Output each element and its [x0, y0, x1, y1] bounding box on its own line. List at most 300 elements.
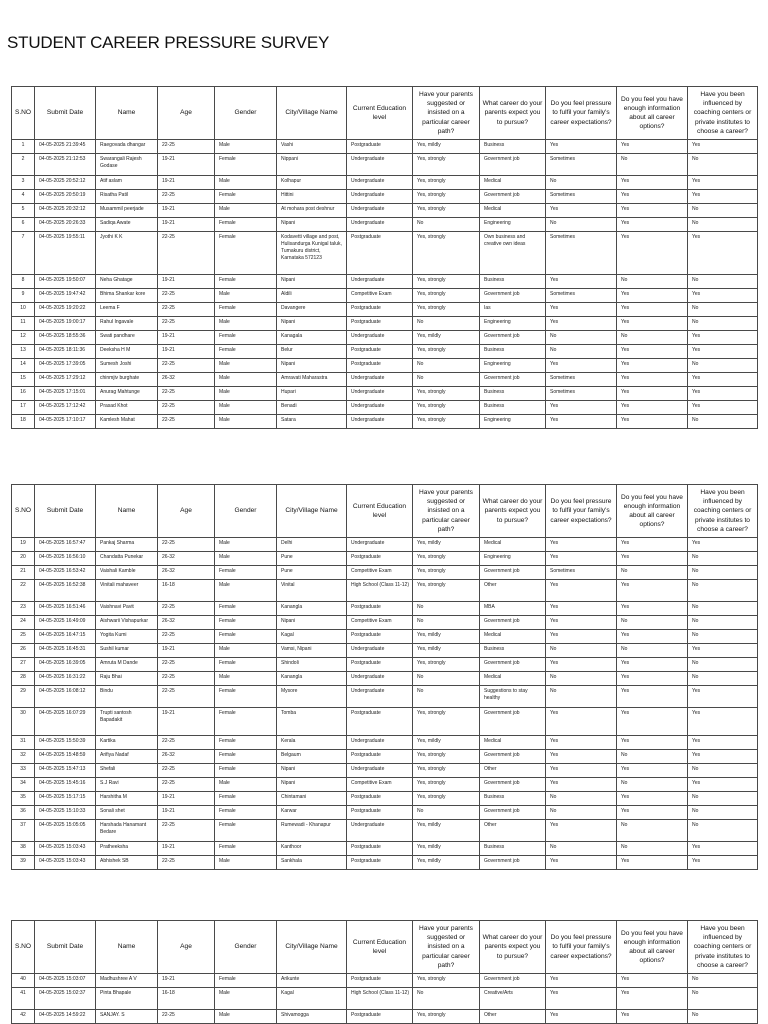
cell-education: Undergraduate: [347, 218, 413, 232]
cell-education: Postgraduate: [347, 345, 413, 359]
cell-parents-insisted: No: [413, 672, 480, 686]
cell-gender: Female: [215, 232, 277, 275]
cell-name: Jyothi K K: [96, 232, 158, 275]
cell-education: Undergraduate: [347, 401, 413, 415]
cell-pressure: Sometimes: [546, 154, 617, 176]
cell-parents-insisted: Yes, strongly: [413, 580, 480, 602]
cell-name: Bhima Shankar kore: [96, 289, 158, 303]
cell-education: Undergraduate: [347, 331, 413, 345]
cell-education: Postgraduate: [347, 630, 413, 644]
cell-pressure: Yes: [546, 1010, 617, 1024]
cell-influenced: No: [688, 359, 758, 373]
cell-city: Arikunte: [277, 974, 347, 988]
cell-city: Mysore: [277, 686, 347, 708]
cell-information: Yes: [617, 538, 688, 552]
cell-submit-date: 04-05-2025 15:45:16: [35, 778, 96, 792]
column-header-information: Do you feel you have enough information about all career options?: [617, 921, 688, 974]
cell-age: 22-25: [158, 820, 215, 842]
cell-parents-insisted: No: [413, 359, 480, 373]
cell-sno: 1: [12, 140, 35, 154]
cell-influenced: Yes: [688, 644, 758, 658]
cell-education: Competitive Exam: [347, 778, 413, 792]
cell-pressure: No: [546, 686, 617, 708]
cell-expected-career: Business: [480, 792, 546, 806]
cell-pressure: No: [546, 218, 617, 232]
table-row: [12, 806, 758, 820]
column-header-expected-career: What career do your parents expect you to pursue?: [480, 485, 546, 538]
cell-city: Nipani: [277, 616, 347, 630]
table-row: [12, 566, 758, 580]
cell-gender: Male: [215, 415, 277, 429]
cell-name: Atif aslam: [96, 176, 158, 190]
cell-submit-date: 04-05-2025 15:17:15: [35, 792, 96, 806]
cell-city: Belur: [277, 345, 347, 359]
cell-expected-career: Engineering: [480, 218, 546, 232]
cell-sno: 40: [12, 974, 35, 988]
cell-information: Yes: [617, 736, 688, 750]
cell-parents-insisted: No: [413, 616, 480, 630]
cell-name: Raegovada dhangar: [96, 140, 158, 154]
cell-submit-date: 04-05-2025 19:55:11: [35, 232, 96, 275]
cell-parents-insisted: Yes, strongly: [413, 415, 480, 429]
cell-expected-career: Government job: [480, 658, 546, 672]
cell-pressure: Yes: [546, 764, 617, 778]
cell-sno: 5: [12, 204, 35, 218]
table-row: [12, 204, 758, 218]
cell-submit-date: 04-05-2025 21:12:53: [35, 154, 96, 176]
cell-sno: 24: [12, 616, 35, 630]
survey-table-2: [11, 484, 758, 870]
cell-name: Madhushree A V: [96, 974, 158, 988]
column-header-city: City/Village Name: [277, 921, 347, 974]
header-row: [12, 485, 758, 538]
cell-expected-career: Other: [480, 820, 546, 842]
cell-age: 19-21: [158, 331, 215, 345]
cell-education: Postgraduate: [347, 708, 413, 736]
cell-submit-date: 04-05-2025 14:59:22: [35, 1010, 96, 1024]
cell-parents-insisted: Yes, mildly: [413, 630, 480, 644]
cell-pressure: Yes: [546, 988, 617, 1010]
cell-submit-date: 04-05-2025 19:20:22: [35, 303, 96, 317]
table-row: [12, 580, 758, 602]
cell-sno: 21: [12, 566, 35, 580]
cell-pressure: Yes: [546, 140, 617, 154]
table-row: [12, 672, 758, 686]
cell-sno: 28: [12, 672, 35, 686]
cell-expected-career: Government job: [480, 708, 546, 736]
cell-information: Yes: [617, 176, 688, 190]
cell-parents-insisted: Yes, mildly: [413, 856, 480, 870]
cell-parents-insisted: Yes, strongly: [413, 974, 480, 988]
cell-parents-insisted: No: [413, 602, 480, 616]
cell-pressure: Yes: [546, 974, 617, 988]
cell-education: Postgraduate: [347, 806, 413, 820]
table-row: [12, 401, 758, 415]
cell-submit-date: 04-05-2025 19:50:07: [35, 275, 96, 289]
cell-influenced: Yes: [688, 387, 758, 401]
cell-parents-insisted: No: [413, 686, 480, 708]
cell-city: Nipani: [277, 778, 347, 792]
cell-age: 16-18: [158, 580, 215, 602]
cell-education: Undergraduate: [347, 672, 413, 686]
cell-city: Amravati Maharastra: [277, 373, 347, 387]
cell-sno: 36: [12, 806, 35, 820]
cell-sno: 19: [12, 538, 35, 552]
cell-submit-date: 04-05-2025 16:56:10: [35, 552, 96, 566]
cell-name: Pinta Bhapale: [96, 988, 158, 1010]
cell-pressure: Sometimes: [546, 387, 617, 401]
cell-influenced: No: [688, 792, 758, 806]
column-header-submit-date: Submit Date: [35, 485, 96, 538]
cell-age: 22-25: [158, 1010, 215, 1024]
cell-parents-insisted: Yes, strongly: [413, 345, 480, 359]
cell-age: 22-25: [158, 190, 215, 204]
cell-sno: 34: [12, 778, 35, 792]
column-header-pressure: Do you feel pressure to fulfil your family's career expectations?: [546, 485, 617, 538]
table-row: [12, 331, 758, 345]
cell-name: Amruta M Dande: [96, 658, 158, 672]
cell-gender: Male: [215, 538, 277, 552]
table-row: [12, 602, 758, 616]
cell-influenced: No: [688, 658, 758, 672]
cell-name: Neha Ghatage: [96, 275, 158, 289]
cell-city: Hupari: [277, 387, 347, 401]
cell-submit-date: 04-05-2025 20:32:12: [35, 204, 96, 218]
cell-expected-career: Engineering: [480, 552, 546, 566]
cell-education: Postgraduate: [347, 552, 413, 566]
cell-information: Yes: [617, 140, 688, 154]
table-row: [12, 988, 758, 1010]
cell-parents-insisted: No: [413, 988, 480, 1010]
table-row: [12, 275, 758, 289]
cell-sno: 17: [12, 401, 35, 415]
cell-age: 26-32: [158, 373, 215, 387]
cell-sno: 39: [12, 856, 35, 870]
cell-sno: 20: [12, 552, 35, 566]
cell-parents-insisted: Yes, strongly: [413, 764, 480, 778]
cell-influenced: No: [688, 275, 758, 289]
cell-age: 22-25: [158, 630, 215, 644]
cell-influenced: No: [688, 552, 758, 566]
cell-gender: Female: [215, 345, 277, 359]
cell-pressure: Yes: [546, 401, 617, 415]
cell-sno: 9: [12, 289, 35, 303]
cell-gender: Female: [215, 616, 277, 630]
cell-submit-date: 04-05-2025 17:15:01: [35, 387, 96, 401]
cell-education: Undergraduate: [347, 373, 413, 387]
table-row: [12, 359, 758, 373]
table-row: [12, 842, 758, 856]
cell-influenced: Yes: [688, 373, 758, 387]
cell-parents-insisted: Yes, strongly: [413, 750, 480, 764]
cell-submit-date: 04-05-2025 16:31:22: [35, 672, 96, 686]
cell-pressure: No: [546, 644, 617, 658]
cell-age: 22-25: [158, 317, 215, 331]
cell-city: Satara: [277, 415, 347, 429]
cell-parents-insisted: Yes, strongly: [413, 387, 480, 401]
cell-sno: 12: [12, 331, 35, 345]
cell-submit-date: 04-05-2025 18:11:36: [35, 345, 96, 359]
cell-submit-date: 04-05-2025 15:05:05: [35, 820, 96, 842]
cell-name: Raju Bhai: [96, 672, 158, 686]
cell-age: 19-21: [158, 708, 215, 736]
cell-expected-career: Government job: [480, 616, 546, 630]
cell-information: No: [617, 750, 688, 764]
cell-age: 22-25: [158, 401, 215, 415]
cell-pressure: Yes: [546, 204, 617, 218]
cell-information: Yes: [617, 204, 688, 218]
cell-information: Yes: [617, 630, 688, 644]
cell-sno: 23: [12, 602, 35, 616]
cell-age: 22-25: [158, 289, 215, 303]
cell-information: No: [617, 778, 688, 792]
cell-education: Competitive Exam: [347, 616, 413, 630]
cell-parents-insisted: Yes, strongly: [413, 303, 480, 317]
cell-sno: 27: [12, 658, 35, 672]
cell-influenced: No: [688, 1010, 758, 1024]
cell-education: Undergraduate: [347, 764, 413, 778]
cell-pressure: No: [546, 806, 617, 820]
column-header-gender: Gender: [215, 87, 277, 140]
cell-education: High School (Class 11-12): [347, 580, 413, 602]
cell-age: 19-21: [158, 176, 215, 190]
cell-age: 22-25: [158, 764, 215, 778]
table-row: [12, 764, 758, 778]
cell-parents-insisted: Yes, strongly: [413, 204, 480, 218]
cell-gender: Female: [215, 686, 277, 708]
cell-information: Yes: [617, 232, 688, 275]
column-header-sno: S.NO: [12, 921, 35, 974]
cell-influenced: Yes: [688, 140, 758, 154]
cell-pressure: Yes: [546, 580, 617, 602]
cell-name: Harshitha M: [96, 792, 158, 806]
cell-pressure: Yes: [546, 708, 617, 736]
cell-city: Shivamogga: [277, 1010, 347, 1024]
table-row: [12, 708, 758, 736]
cell-city: Kagal: [277, 988, 347, 1010]
cell-submit-date: 04-05-2025 16:53:42: [35, 566, 96, 580]
cell-parents-insisted: No: [413, 806, 480, 820]
cell-education: Undergraduate: [347, 204, 413, 218]
cell-information: Yes: [617, 552, 688, 566]
table-row: [12, 538, 758, 552]
cell-sno: 25: [12, 630, 35, 644]
cell-information: No: [617, 154, 688, 176]
cell-information: Yes: [617, 792, 688, 806]
cell-name: Vaishali Kamble: [96, 566, 158, 580]
cell-city: At mohara post deshnur: [277, 204, 347, 218]
cell-age: 26-32: [158, 552, 215, 566]
cell-age: 19-21: [158, 204, 215, 218]
cell-influenced: No: [688, 630, 758, 644]
cell-pressure: Sometimes: [546, 373, 617, 387]
cell-city: Nipani: [277, 275, 347, 289]
cell-city: Kodavetti village and post, Hulisandurga Kunigal taluk, Tumakuru district, Karnataka 572123: [277, 232, 347, 275]
cell-gender: Female: [215, 303, 277, 317]
table-row: [12, 856, 758, 870]
cell-gender: Female: [215, 764, 277, 778]
cell-submit-date: 04-05-2025 16:52:38: [35, 580, 96, 602]
cell-submit-date: 04-05-2025 17:10:17: [35, 415, 96, 429]
cell-age: 22-25: [158, 538, 215, 552]
cell-sno: 3: [12, 176, 35, 190]
column-header-education: Current Education level: [347, 87, 413, 140]
cell-information: Yes: [617, 1010, 688, 1024]
cell-influenced: Yes: [688, 856, 758, 870]
cell-information: Yes: [617, 686, 688, 708]
cell-expected-career: Government job: [480, 289, 546, 303]
cell-expected-career: Own business and creative own ideas: [480, 232, 546, 275]
cell-submit-date: 04-05-2025 18:55:36: [35, 331, 96, 345]
cell-information: No: [617, 820, 688, 842]
cell-sno: 7: [12, 232, 35, 275]
cell-influenced: No: [688, 204, 758, 218]
cell-city: Nipani: [277, 764, 347, 778]
cell-gender: Female: [215, 792, 277, 806]
cell-pressure: Sometimes: [546, 289, 617, 303]
cell-age: 22-25: [158, 672, 215, 686]
cell-information: Yes: [617, 303, 688, 317]
cell-expected-career: Medical: [480, 176, 546, 190]
cell-name: Kamlesh Mahat: [96, 415, 158, 429]
cell-information: Yes: [617, 708, 688, 736]
cell-gender: Female: [215, 190, 277, 204]
cell-gender: Male: [215, 289, 277, 303]
cell-gender: Female: [215, 842, 277, 856]
cell-gender: Female: [215, 275, 277, 289]
cell-expected-career: Government job: [480, 974, 546, 988]
table-row: [12, 658, 758, 672]
column-header-submit-date: Submit Date: [35, 87, 96, 140]
cell-name: SANJAY. S: [96, 1010, 158, 1024]
cell-age: 22-25: [158, 736, 215, 750]
cell-name: Rahul Ingavale: [96, 317, 158, 331]
cell-city: Benadi: [277, 401, 347, 415]
cell-expected-career: Other: [480, 764, 546, 778]
cell-expected-career: Business: [480, 401, 546, 415]
column-header-pressure: Do you feel pressure to fulfil your family's career expectations?: [546, 921, 617, 974]
cell-city: Hittini: [277, 190, 347, 204]
table-row: [12, 974, 758, 988]
cell-information: Yes: [617, 764, 688, 778]
cell-influenced: Yes: [688, 331, 758, 345]
cell-name: S.J Ravi: [96, 778, 158, 792]
cell-gender: Female: [215, 630, 277, 644]
cell-age: 19-21: [158, 842, 215, 856]
cell-submit-date: 04-05-2025 16:08:12: [35, 686, 96, 708]
cell-sno: 2: [12, 154, 35, 176]
cell-expected-career: Engineering: [480, 415, 546, 429]
cell-education: Undergraduate: [347, 275, 413, 289]
cell-city: Kerala: [277, 736, 347, 750]
column-header-gender: Gender: [215, 921, 277, 974]
cell-age: 22-25: [158, 686, 215, 708]
cell-age: 22-25: [158, 415, 215, 429]
cell-influenced: No: [688, 672, 758, 686]
cell-name: chinmjiv burghate: [96, 373, 158, 387]
cell-pressure: No: [546, 842, 617, 856]
cell-city: Kagal: [277, 630, 347, 644]
cell-submit-date: 04-05-2025 16:47:15: [35, 630, 96, 644]
cell-age: 19-21: [158, 218, 215, 232]
cell-name: Sadiqa Awate: [96, 218, 158, 232]
cell-education: Postgraduate: [347, 658, 413, 672]
cell-education: Undergraduate: [347, 154, 413, 176]
cell-sno: 42: [12, 1010, 35, 1024]
table-row: [12, 345, 758, 359]
cell-pressure: Yes: [546, 359, 617, 373]
table-row: [12, 176, 758, 190]
cell-information: Yes: [617, 580, 688, 602]
cell-submit-date: 04-05-2025 15:03:43: [35, 842, 96, 856]
cell-gender: Female: [215, 820, 277, 842]
cell-city: Nippani: [277, 154, 347, 176]
cell-gender: Male: [215, 580, 277, 602]
cell-expected-career: Government job: [480, 190, 546, 204]
cell-gender: Male: [215, 387, 277, 401]
cell-influenced: Yes: [688, 401, 758, 415]
cell-information: Yes: [617, 317, 688, 331]
cell-influenced: Yes: [688, 232, 758, 275]
cell-information: No: [617, 616, 688, 630]
cell-submit-date: 04-05-2025 16:49:09: [35, 616, 96, 630]
cell-pressure: Yes: [546, 820, 617, 842]
cell-influenced: No: [688, 974, 758, 988]
cell-submit-date: 04-05-2025 15:50:39: [35, 736, 96, 750]
page-title: STUDENT CAREER PRESSURE SURVEY: [7, 33, 330, 52]
cell-pressure: Yes: [546, 552, 617, 566]
column-header-expected-career: What career do your parents expect you to pursue?: [480, 87, 546, 140]
cell-influenced: No: [688, 602, 758, 616]
table-row: [12, 373, 758, 387]
cell-city: Kolhapur: [277, 176, 347, 190]
column-header-sno: S.NO: [12, 87, 35, 140]
table-row: [12, 736, 758, 750]
cell-influenced: Yes: [688, 736, 758, 750]
cell-information: Yes: [617, 387, 688, 401]
cell-city: Rumewadi - Khanapur: [277, 820, 347, 842]
cell-education: Undergraduate: [347, 538, 413, 552]
table-row: [12, 644, 758, 658]
cell-parents-insisted: No: [413, 317, 480, 331]
cell-sno: 32: [12, 750, 35, 764]
cell-city: Kanangla: [277, 672, 347, 686]
cell-age: 19-21: [158, 154, 215, 176]
cell-education: Postgraduate: [347, 842, 413, 856]
table-row: [12, 820, 758, 842]
cell-parents-insisted: Yes, strongly: [413, 792, 480, 806]
cell-pressure: No: [546, 331, 617, 345]
cell-parents-insisted: Yes, strongly: [413, 552, 480, 566]
cell-city: Kanangla: [277, 602, 347, 616]
cell-expected-career: Government job: [480, 373, 546, 387]
cell-education: Undergraduate: [347, 176, 413, 190]
cell-influenced: No: [688, 988, 758, 1010]
cell-expected-career: Engineering: [480, 359, 546, 373]
cell-expected-career: Medical: [480, 672, 546, 686]
cell-sno: 31: [12, 736, 35, 750]
column-header-name: Name: [96, 921, 158, 974]
cell-gender: Male: [215, 672, 277, 686]
cell-parents-insisted: Yes, strongly: [413, 289, 480, 303]
cell-influenced: No: [688, 303, 758, 317]
column-header-name: Name: [96, 87, 158, 140]
cell-expected-career: Medical: [480, 204, 546, 218]
cell-pressure: Yes: [546, 538, 617, 552]
cell-age: 22-25: [158, 359, 215, 373]
cell-information: Yes: [617, 658, 688, 672]
cell-gender: Female: [215, 566, 277, 580]
